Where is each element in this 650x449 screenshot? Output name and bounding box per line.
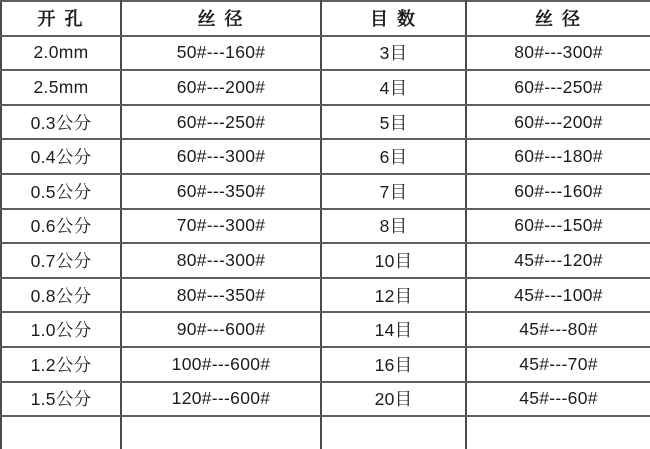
- column-header-wire-left: 丝 径: [121, 1, 321, 36]
- table-body: [1, 36, 650, 449]
- table-cell: 3目: [321, 36, 466, 71]
- table-row: [1, 382, 650, 417]
- table-cell: 16目: [321, 347, 466, 382]
- table-cell: 80#---300#: [121, 243, 321, 278]
- table-row-partial: [1, 416, 650, 449]
- table-cell: 1.2公分: [1, 347, 121, 382]
- table-cell: 120#---600#: [121, 382, 321, 417]
- table-cell: 60#---300#: [121, 139, 321, 174]
- table-row: [1, 174, 650, 209]
- table-cell: 60#---250#: [466, 70, 650, 105]
- table-cell: 6目: [321, 139, 466, 174]
- table-cell: 45#---60#: [466, 382, 650, 417]
- table-cell: 12目: [321, 278, 466, 313]
- column-header-mesh-count: 目 数: [321, 1, 466, 36]
- table-cell: 80#---300#: [466, 36, 650, 71]
- table-cell: 4目: [321, 70, 466, 105]
- table-row: [1, 139, 650, 174]
- table-cell: 100#---600#: [121, 347, 321, 382]
- table-cell: 80#---350#: [121, 278, 321, 313]
- table-cell: 14目: [321, 312, 466, 347]
- table-cell: 0.3公分: [1, 105, 121, 140]
- table-cell: 45#---80#: [466, 312, 650, 347]
- table-cell: 20目: [321, 382, 466, 417]
- table-cell: 1.0公分: [1, 312, 121, 347]
- table-cell: 60#---150#: [466, 209, 650, 244]
- table-cell: 60#---180#: [466, 139, 650, 174]
- table-cell-empty: [466, 416, 650, 449]
- table-cell: 70#---300#: [121, 209, 321, 244]
- table-cell: 0.7公分: [1, 243, 121, 278]
- table-cell: 0.6公分: [1, 209, 121, 244]
- table-row: [1, 70, 650, 105]
- table-cell: 1.5公分: [1, 382, 121, 417]
- table-row: [1, 36, 650, 71]
- table-row: [1, 278, 650, 313]
- header-row: [1, 1, 650, 36]
- table-cell: 45#---100#: [466, 278, 650, 313]
- table-cell-empty: [121, 416, 321, 449]
- table-row: [1, 243, 650, 278]
- table-row: [1, 312, 650, 347]
- column-header-wire-right: 丝 径: [466, 1, 650, 36]
- table-cell: 60#---350#: [121, 174, 321, 209]
- table-cell: 50#---160#: [121, 36, 321, 71]
- table-cell: 2.0mm: [1, 36, 121, 71]
- column-header-opening: 开 孔: [1, 1, 121, 36]
- table-cell: 8目: [321, 209, 466, 244]
- table-cell: 0.4公分: [1, 139, 121, 174]
- table-cell-empty: [1, 416, 121, 449]
- table-cell: 60#---200#: [466, 105, 650, 140]
- table-row: [1, 347, 650, 382]
- table-cell: 0.5公分: [1, 174, 121, 209]
- table-cell: 2.5mm: [1, 70, 121, 105]
- table-cell: 60#---160#: [466, 174, 650, 209]
- table-cell: 45#---120#: [466, 243, 650, 278]
- table-cell: 10目: [321, 243, 466, 278]
- table-cell: 60#---250#: [121, 105, 321, 140]
- table-cell: 5目: [321, 105, 466, 140]
- table-cell: 90#---600#: [121, 312, 321, 347]
- table-cell: 7目: [321, 174, 466, 209]
- table-row: [1, 209, 650, 244]
- table-cell: 0.8公分: [1, 278, 121, 313]
- table-row: [1, 105, 650, 140]
- table-cell-empty: [321, 416, 466, 449]
- table-cell: 45#---70#: [466, 347, 650, 382]
- table-cell: 60#---200#: [121, 70, 321, 105]
